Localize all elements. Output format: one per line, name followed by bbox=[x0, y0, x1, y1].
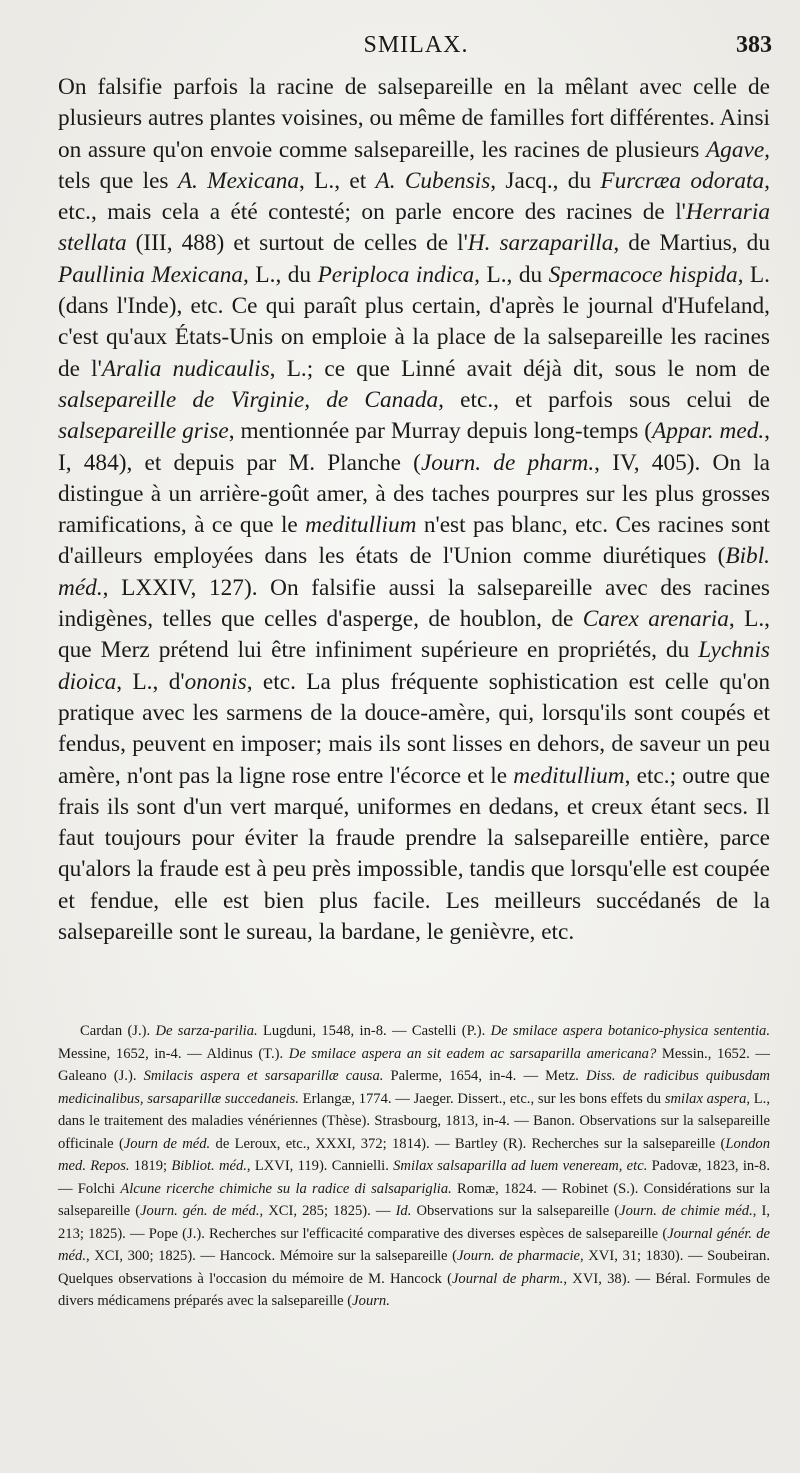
ref-title: Journ. de chimie méd. bbox=[619, 1203, 753, 1219]
text-run: , etc.; outre que frais ils sont d'un vert marqué, uniformes en dedans, et creux étant secs. Il faut toujours pour éviter la fraude prendre la salsepareille entière, parce qu'alors la fraude est à peu près impossible, tandis que lorsqu'elle est coupée et fendue, elle est bien plus facile. Les meilleurs succédanés de la salsepareille sont le sureau, la bardane, le genièvre, etc. bbox=[58, 762, 770, 946]
text-run: , mentionnée par Murray depuis long-temps ( bbox=[228, 418, 653, 445]
italic-term: salsepareille de Virginie, de Canada, bbox=[58, 386, 445, 413]
ref-title: Journ. de pharmacie bbox=[456, 1248, 581, 1264]
ref-text: Observations sur la salsepareille ( bbox=[411, 1203, 620, 1219]
ref-text: Cardan (J.). bbox=[80, 1023, 156, 1039]
text-run: tels que les bbox=[58, 167, 178, 194]
main-paragraph bbox=[58, 72, 770, 948]
text-run: etc., et parfois sous celui de bbox=[444, 386, 770, 413]
italic-term: Lychnis dioica bbox=[58, 637, 770, 695]
italic-term: Herraria stellata bbox=[58, 199, 770, 257]
ref-text: , L., dans le traitement des maladies vénériennes (Thèse). Strasbourg, 1813, in-4. — Banon. Observations sur la salsepareille officinale ( bbox=[58, 1090, 770, 1152]
ref-title: Smilacis aspera et sarsaparillæ causa. bbox=[143, 1068, 384, 1084]
running-header bbox=[60, 32, 772, 64]
italic-term: meditullium bbox=[513, 762, 625, 789]
page-number: 383 bbox=[736, 32, 772, 58]
ref-title: Journ. bbox=[352, 1293, 390, 1309]
text-run: etc., mais cela a été contesté; on parle encore des racines de l' bbox=[58, 199, 686, 226]
ref-text: de Leroux, etc., XXXI, 372; 1814). — Bartley (R). Recherches sur la salsepareille ( bbox=[210, 1135, 726, 1152]
text-run: , L.; ce que Linné avait déjà dit, sous le nom de bbox=[269, 355, 770, 382]
ref-title: Journ. gén. de méd. bbox=[140, 1203, 260, 1219]
text-run: , I, 484), et depuis par M. Planche ( bbox=[58, 418, 770, 476]
italic-term: salsepareille grise bbox=[58, 418, 229, 445]
text-run: , Jacq., du bbox=[490, 167, 601, 194]
ref-text: , LXVI, 119). Cannielli. bbox=[246, 1158, 394, 1174]
italic-term: meditullium bbox=[305, 512, 417, 539]
italic-term: Furcræa odorata, bbox=[600, 167, 770, 194]
italic-term: Journ. de pharm. bbox=[420, 449, 595, 476]
ref-title: Journal génér. de méd. bbox=[58, 1225, 770, 1264]
italic-term: Carex arenaria bbox=[582, 606, 729, 633]
ref-title: De smilace aspera botanico-physica sententia. bbox=[490, 1023, 770, 1039]
text-run: L. (dans l'Inde), etc. Ce qui paraît plus certain, d'après le journal d'Hufeland, c'est qu'aux États-Unis on emploie à la place de la salsepareille les racines de l' bbox=[58, 261, 770, 382]
italic-term: Bibl. méd. bbox=[58, 543, 770, 601]
running-title: SMILAX. bbox=[363, 32, 469, 58]
text-run: , LXXIV, 127). On falsifie aussi la salsepareille avec des racines indigènes, telles que celles d'asperge, de houblon, de bbox=[58, 574, 770, 633]
ref-title: De smilace aspera an sit eadem ac sarsaparilla americana? bbox=[288, 1045, 657, 1062]
paragraph bbox=[58, 72, 770, 948]
ref-title: smilax aspera bbox=[664, 1090, 747, 1107]
italic-term: A. Mexicana bbox=[177, 167, 300, 194]
ref-text: , XVI, 31; 1830). — Soubeiran. Quelques observations à l'occasion du mémoire de M. Hancock ( bbox=[58, 1248, 770, 1287]
italic-term: Aralia nudicaulis bbox=[101, 355, 270, 382]
ref-title: De sarza-parilia. bbox=[155, 1023, 258, 1039]
italic-term: Paullinia Mexicana, bbox=[58, 261, 249, 288]
italic-term: Agave, bbox=[705, 136, 770, 163]
italic-term: Periploca indica, bbox=[317, 261, 480, 288]
bibliography-paragraph bbox=[58, 1020, 770, 1313]
italic-term: ononis bbox=[184, 668, 247, 695]
text-run: , L., et bbox=[299, 167, 376, 194]
ref-text: Erlangæ, 1774. — Jaeger. Dissert., etc., sur les bons effets du bbox=[298, 1090, 665, 1107]
ref-title: Journ de méd. bbox=[123, 1135, 211, 1152]
ref-text: , XCI, 285; 1825). — bbox=[259, 1203, 396, 1219]
text-run: , etc. La plus fréquente sophistication est celle qu'on pratique avec les sarmens de la douce-amère, qui, lorsqu'ils sont coupés et fendus, peuvent en imposer; mais ils sont lisses en dehors, de saveur un peu amère, n'ont pas la ligne rose entre l'écorce et le bbox=[58, 668, 771, 789]
ref-text: Romæ, 1824. — Robinet (S.). Considérations sur la salsepareille ( bbox=[58, 1180, 770, 1219]
ref-text: 1819; bbox=[129, 1158, 172, 1174]
text-run: , IV, 405). On la distingue à un arrière-goût amer, à des taches pourpres sur les plus grosses ramifications, à ce que le bbox=[58, 449, 771, 539]
ref-title: Bibliot. méd. bbox=[171, 1158, 247, 1174]
ref-text: , XVI, 38). — Béral. Formules de divers médicamens préparés avec la salsepareille ( bbox=[58, 1270, 770, 1309]
text-run: n'est pas blanc, etc. Ces racines sont d'ailleurs employées dans les états de l'Union comme diurétiques ( bbox=[58, 512, 770, 570]
ref-title: Smilax salsaparilla ad luem veneream, etc. bbox=[393, 1158, 648, 1174]
ref-text: Palerme, 1654, in-4. — Metz. bbox=[383, 1068, 586, 1084]
ref-text: Lugduni, 1548, in-8. — Castelli (P.). bbox=[257, 1023, 491, 1039]
ref-title: Diss. de radicibus quibusdam medicinalibus, sarsaparillæ succedaneis. bbox=[58, 1068, 770, 1107]
ref-title: Journal de pharm. bbox=[451, 1270, 564, 1287]
italic-term: Appar. med. bbox=[652, 418, 765, 445]
text-run: , L., d' bbox=[116, 668, 185, 695]
italic-term: H. sarzaparilla bbox=[467, 230, 614, 257]
text-run: , de Martius, du bbox=[613, 230, 770, 257]
ref-title: Id. bbox=[395, 1203, 412, 1219]
text-run: , L., que Merz prétend lui être infiniment supérieure en propriétés, du bbox=[58, 606, 770, 664]
text-run: L., du bbox=[248, 261, 318, 288]
ref-title: Alcune ricerche chimiche su la radice di salsaparigliа. bbox=[120, 1180, 452, 1197]
ref-text: Padovæ, 1823, in-8. — Folchi bbox=[58, 1158, 770, 1197]
ref-text: Messine, 1652, in-4. — Aldinus (T.). bbox=[58, 1045, 289, 1062]
ref-title: London med. Repos. bbox=[58, 1135, 770, 1174]
text-run: On falsifie parfois la racine de salsepareille en la mêlant avec celle de plusieurs autres plantes voisines, ou même de familles fort différentes. Ainsi on assure qu'on envoie comme salsepareille, les racines de plusieurs bbox=[58, 74, 770, 163]
ref-text: Messin., 1652. — Galeano (J.). bbox=[58, 1045, 770, 1084]
italic-term: A. Cubensis bbox=[375, 167, 491, 194]
text-run: (III, 488) et surtout de celles de l' bbox=[126, 230, 468, 257]
ref-text: , I, 213; 1825). — Pope (J.). Recherches sur l'efficacité comparative des diverses espèces de salsepareille ( bbox=[58, 1203, 770, 1242]
ref-text: , XCI, 300; 1825). — Hancock. Mémoire sur la salsepareille ( bbox=[85, 1248, 457, 1264]
text-run: L., du bbox=[479, 261, 549, 288]
bibliography bbox=[58, 1020, 770, 1313]
italic-term: Spermacoce hispida, bbox=[548, 261, 744, 288]
